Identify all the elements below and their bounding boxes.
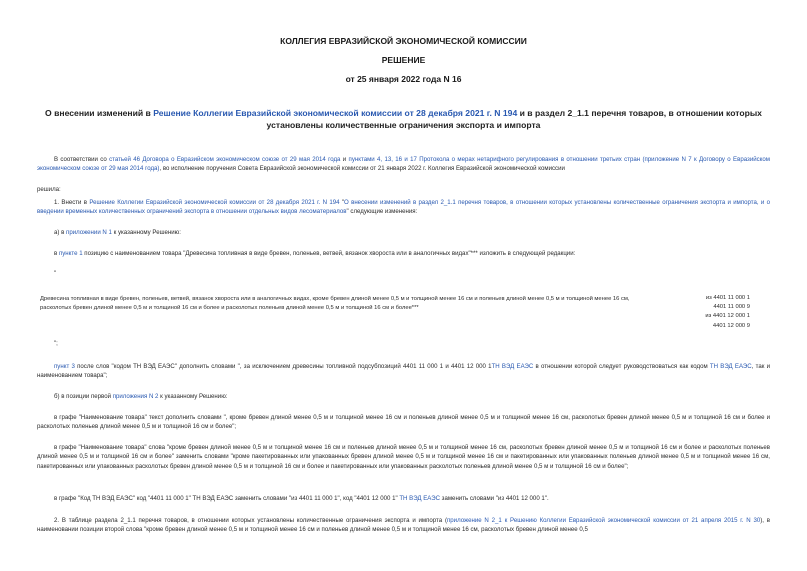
document-title bbox=[40, 107, 767, 131]
graph-3-text: в графе "Код ТН ВЭД ЕАЭС" код "4401 11 000 1" ТН ВЭД ЕАЭС заменить словами "из 4401 11 000 1", код "4401 12 000 1" bbox=[54, 495, 400, 502]
item-1-paragraph bbox=[37, 198, 770, 217]
link-point-1[interactable]: пункте 1 bbox=[58, 250, 83, 257]
subitem-a-text: а) в bbox=[54, 229, 67, 236]
table-row-codes bbox=[662, 294, 750, 331]
organization-heading: КОЛЛЕГИЯ ЕВРАЗИЙСКОЙ ЭКОНОМИЧЕСКОЙ КОМИССИИ bbox=[280, 36, 527, 46]
item-2-text: 2. В таблице раздела 2_1.1 перечня товаров, в отношении которых установлены количественные ограничения экспорта и импорта ( bbox=[54, 517, 447, 524]
link-decision-30[interactable]: приложение N 2_1 к Решению Коллегии Евразийской экономической комиссии от 21 апреля 2015 г. N 30 bbox=[446, 517, 761, 524]
link-tn-ved[interactable]: ТН ВЭД ЕАЭС bbox=[491, 363, 534, 370]
document-date: от 25 января 2022 года N 16 bbox=[345, 74, 462, 84]
preamble-text: , во исполнение поручения Совета Евразийской экономической комиссии от 21 января 2022 г. Коллегия Евразийской экономической комиссии bbox=[159, 165, 565, 173]
code-cell: из 4401 11 000 1 bbox=[705, 295, 750, 301]
point-3-text: в отношении которой следует руководствоваться как кодом bbox=[533, 363, 710, 370]
link-decision-194-title[interactable]: О внесении изменений в раздел 2_1.1 перечня товаров, в отношении которых установлены количественные ограничения экспорта и импорта, и о введении временных количественных ограничений экспорта в отношении отдельных видов лесоматериалов bbox=[37, 199, 771, 216]
subitem-b-text: к указанному Решению: bbox=[158, 393, 228, 400]
table-row-description: Древесина топливная в виде бревен, поленьев, ветвей, вязанок хвороста или в аналогичных видах, кроме бревен длиной менее 0,5 м и толщиной менее 16 см и поленьев длиной менее 0,5 м и толщиной менее 16 см, расколотых бревен длиной менее 0,5 м и толщиной 16 см и более и расколотых поленьев длиной менее 0,5 м и толщиной 16 см и более*** bbox=[40, 296, 630, 311]
graph-3-text: заменить словами "из 4401 12 000 1". bbox=[439, 495, 549, 502]
preamble-text: В соответствии со bbox=[54, 156, 110, 163]
link-article-46[interactable]: статьей 46 Договора о Евразийском экономическом союзе от 29 мая 2014 года bbox=[109, 156, 341, 163]
point-3-text: , так и наименованием товара"; bbox=[37, 363, 771, 380]
point-1-paragraph bbox=[37, 249, 770, 258]
link-point-3[interactable]: пункт 3 bbox=[54, 363, 75, 370]
decided-line: решила: bbox=[37, 186, 61, 193]
graph-1-paragraph: в графе "Наименование товара" текст дополнить словами ", кроме бревен длиной менее 0,5 м и толщиной менее 16 см и поленьев длиной менее 0,5 м и толщиной менее 16 см, расколотых бревен длиной менее 0,5 м и толщиной 16 см и более и расколотых поленьев длиной менее 0,5 м и толщиной 16 см и более"; bbox=[37, 414, 770, 431]
link-protocol[interactable]: пунктами 4, 13, 16 и 17 Протокола о мерах нетарифного регулирования в отношении третьих стран (приложение N 7 к Договору о Евразийском экономическом союзе от 29 мая 2014 года) bbox=[37, 156, 770, 173]
subitem-b bbox=[37, 392, 770, 401]
code-cell: 4401 12 000 9 bbox=[712, 322, 750, 329]
preamble-paragraph bbox=[37, 155, 770, 174]
graph-2-paragraph: в графе "Наименование товара" слова "кроме бревен длиной менее 0,5 м и толщиной менее 16 см и поленьев длиной менее 0,5 м и толщиной менее 16 см, расколотых бревен длиной менее 0,5 м и толщиной 16 см и более и расколотых поленьев длиной менее 0,5 м и толщиной 16 см и более" заменить словами "кроме пакетированных или упакованных бревен длиной менее 0,5 м и толщиной менее 16 см и пакетированных или упакованных поленьев длиной менее 0,5 м и толщиной менее 16 см, пакетированных или упакованных расколотых бревен длиной менее 0,5 м и толщиной 16 см и более и пакетированных или упакованных расколотых поленьев длиной менее 0,5 м и толщиной 16 см и более"; bbox=[37, 444, 770, 470]
item-1-text: " следующие изменения: bbox=[346, 208, 418, 216]
title-suffix: и в раздел 2_1.1 перечня товаров, в отношении которых установлены количественные ограничения экспорта и импорта bbox=[266, 108, 762, 130]
document-type: РЕШЕНИЕ bbox=[381, 55, 426, 65]
point-3-text: после слов "кодом ТН ВЭД ЕАЭС" дополнить словами ", за исключением древесины топливной подсубпозиций 4401 11 000 1 и 4401 12 000 1 bbox=[74, 363, 492, 370]
code-cell: 4401 11 000 9 bbox=[713, 304, 750, 311]
subitem-a bbox=[37, 228, 770, 237]
quote-close: "; bbox=[54, 340, 58, 347]
quote-open: " bbox=[54, 270, 57, 277]
item-2-text: ), в наименовании позиции второй слова "кроме бревен длиной менее 0,5 м и толщиной менее 16 см и поленьев длиной менее 0,5 м и толщиной менее 16 см, расколотых бревен длиной менее 0,5 bbox=[37, 517, 770, 534]
point-3-paragraph bbox=[37, 362, 770, 381]
point-1-text: позицию с наименованием товара "Древесина топливная в виде бревен, поленьев, ветвей, вязанок хвороста или в аналогичных видах"*** изложить в следующей редакции: bbox=[82, 250, 576, 257]
point-1-text: в bbox=[54, 250, 59, 257]
link-decision-194[interactable]: Решение Коллегии Евразийской экономической комиссии от 28 декабря 2021 г. N 194 bbox=[89, 199, 340, 206]
graph-3-paragraph bbox=[37, 494, 770, 503]
subitem-b-text: б) в позиции первой bbox=[54, 393, 113, 400]
link-annex-1[interactable]: приложении N 1 bbox=[66, 229, 112, 236]
subitem-a-text: к указанному Решению: bbox=[111, 229, 181, 236]
title-link[interactable]: Решение Коллегии Евразийской экономической комиссии от 28 декабря 2021 г. N 194 bbox=[153, 108, 518, 118]
preamble-text: и bbox=[340, 156, 349, 163]
link-annex-2[interactable]: приложения N 2 bbox=[112, 393, 159, 400]
item-1-text: " bbox=[339, 199, 345, 206]
link-tn-ved[interactable]: ТН ВЭД ЕАЭС bbox=[709, 363, 752, 370]
title-prefix: О внесении изменений в bbox=[45, 108, 154, 118]
link-tn-ved[interactable]: ТН ВЭД ЕАЭС bbox=[399, 495, 440, 502]
item-1-text: 1. Внести в bbox=[54, 199, 90, 206]
code-cell: из 4401 12 000 1 bbox=[705, 313, 750, 320]
item-2-paragraph bbox=[37, 516, 770, 535]
